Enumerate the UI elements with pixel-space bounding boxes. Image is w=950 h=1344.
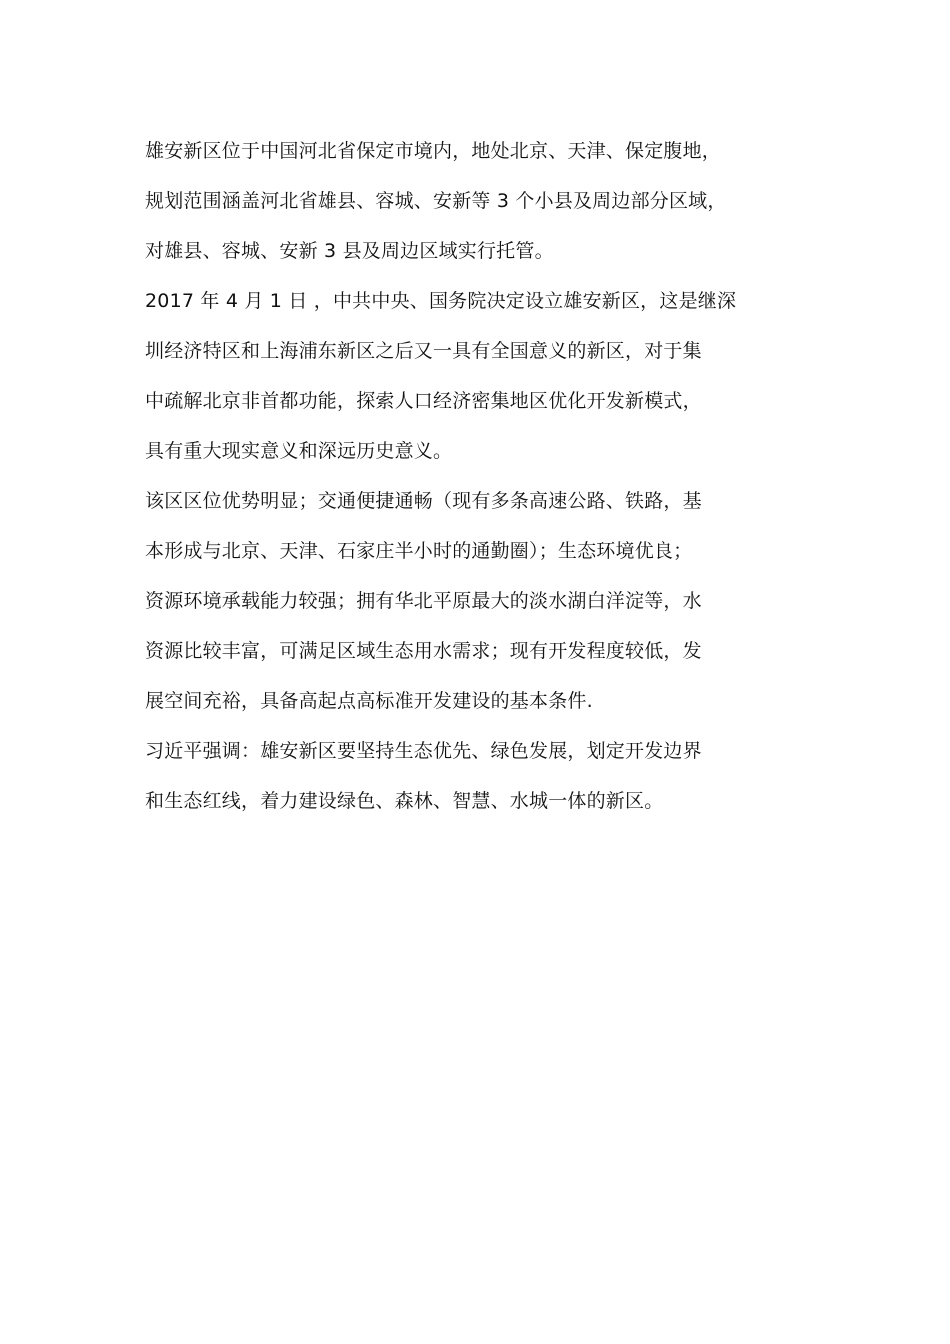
paragraph-3-line-5: 展空间充裕，具备高起点高标准开发建设的基本条件. [145,690,593,712]
paragraph-4-line-1: 习近平强调：雄安新区要坚持生态优先、绿色发展，划定开发边界 [145,740,702,762]
paragraph-2-line-2: 圳经济特区和上海浦东新区之后又一具有全国意义的新区，对于集 [145,340,702,362]
paragraph-2-line-3: 中疏解北京非首都功能，探索人口经济密集地区优化开发新模式， [145,390,702,412]
paragraph-3-line-3: 资源环境承载能力较强；拥有华北平原最大的淡水湖白洋淀等，水 [145,590,702,612]
paragraph-4-line-2: 和生态红线，着力建设绿色、森林、智慧、水城一体的新区。 [145,790,664,812]
paragraph-1-line-3: 对雄县、容城、安新 3 县及周边区域实行托管。 [145,240,554,262]
paragraph-1-line-2: 规划范围涵盖河北省雄县、容城、安新等 3 个小县及周边部分区域， [145,190,727,212]
paragraph-2-line-1: 2017 年 4 月 1 日 ，中共中央、国务院决定设立雄安新区，这是继深 [145,290,737,312]
paragraph-3-line-4: 资源比较丰富，可满足区域生态用水需求；现有开发程度较低，发 [145,640,702,662]
document-body [145,126,835,826]
paragraph-3-line-1: 该区区位优势明显；交通便捷通畅（现有多条高速公路、铁路，基 [145,490,702,512]
paragraph-2-line-4: 具有重大现实意义和深远历史意义。 [145,440,453,462]
paragraph-3-line-2: 本形成与北京、天津、石家庄半小时的通勤圈）；生态环境优良； [145,540,693,562]
paragraph-1-line-1: 雄安新区位于中国河北省保定市境内，地处北京、天津、保定腹地， [145,140,722,162]
